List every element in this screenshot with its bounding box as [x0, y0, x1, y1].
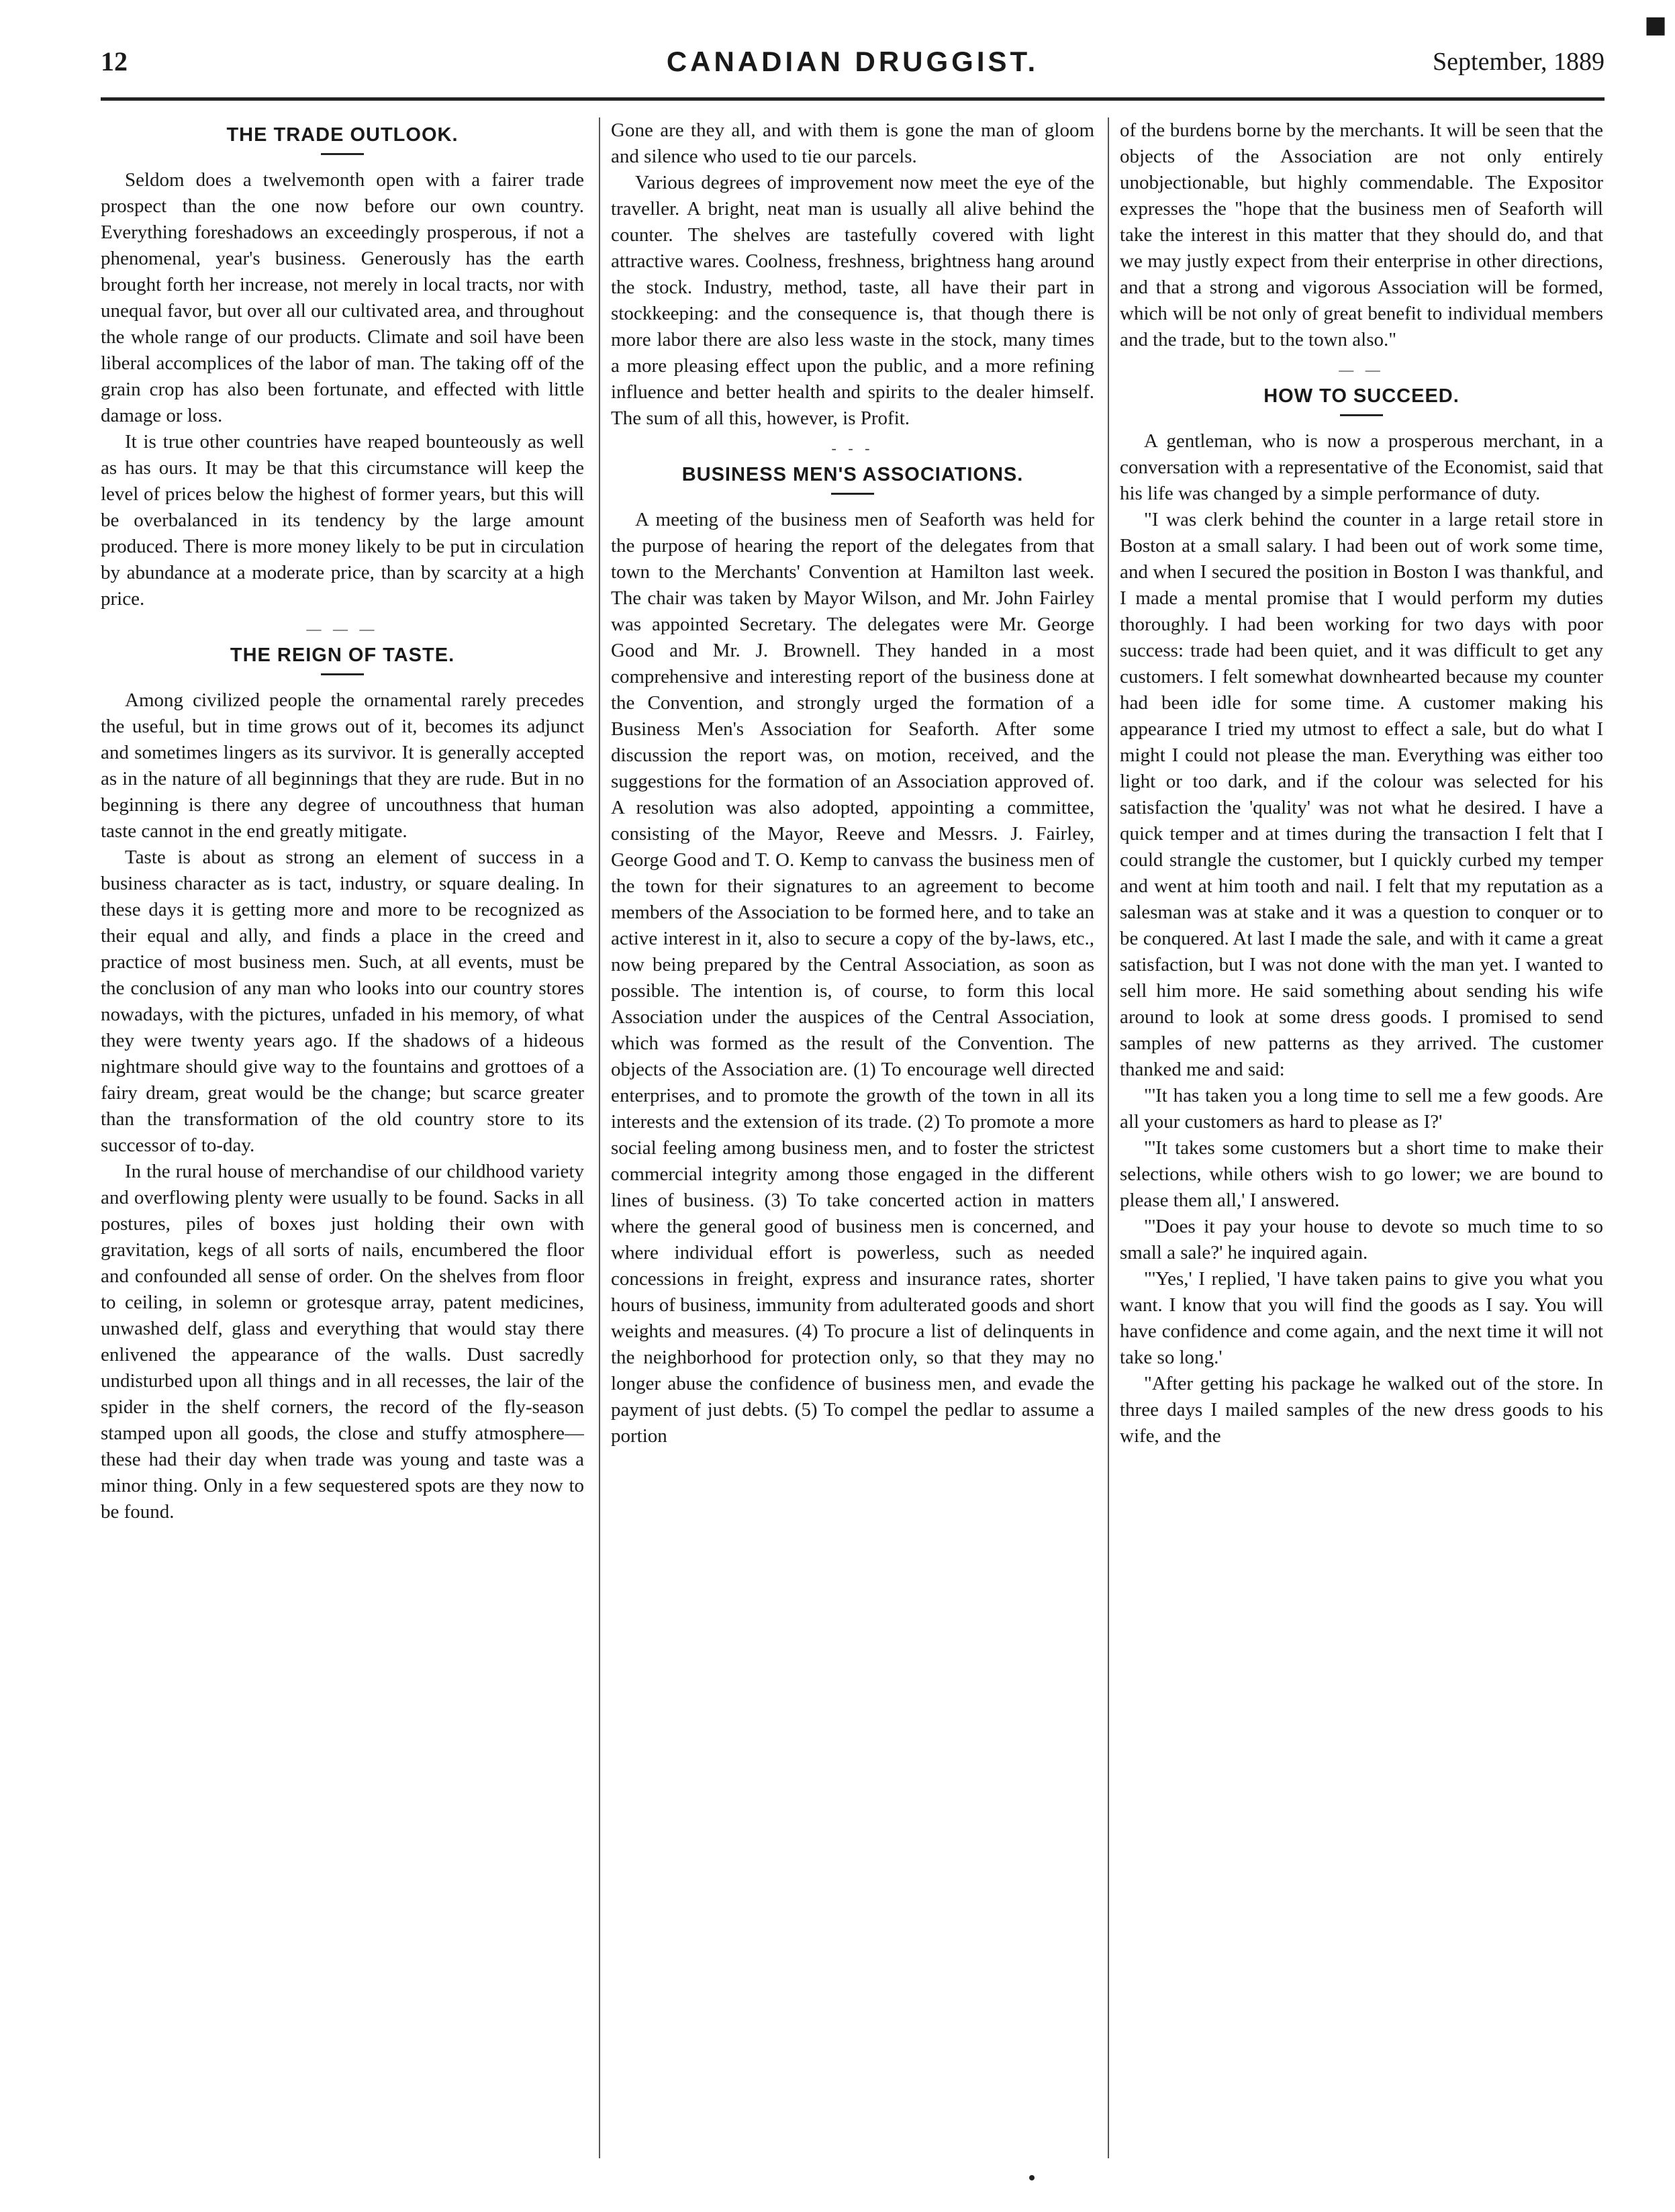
paragraph: Taste is about as strong an element of success in a business character as is tact, industry, or square dealing. In these days it is getting more and more to be recognized as their equal and ally, and finds a place in the creed and practice of most business men. Such, at all events, must be the conclusion of any man who looks into our country stores nowadays, with the pictures, unfaded in his memory, of what they were twenty years ago. If the shadows of a hideous nightmare should give way to the fountains and grottoes of a fairy dream, great would be the change; but scarce greater than the transformation of the old country store to its successor of to-day.: [101, 847, 584, 1156]
paragraph: Seldom does a twelvemonth open with a fairer trade prospect than the one now before our own country. Everything foreshadows an exceedingly prosperous, if not a phenomenal, year's business. Generously has the earth brought forth her increase, not merely in local tracts, nor with unequal favor, but over all our cultivated area, and throughout the whole range of our products. Climate and soil have been liberal accomplices of the labor of man. The taking off of the grain crop has also been fortunate, and effected with little damage or loss.: [101, 169, 584, 426]
paragraph: It is true other countries have reaped bounteously as well as has ours. It may be that this circumstance will keep the level of prices below the highest of former years, but this will be overbalanced in its tendency by the large amount produced. There is more money likely to be put in circulation by abundance at a moderate price, than by scarcity at a high price.: [101, 431, 584, 610]
paragraph: "After getting his package he walked out of the store. In three days I mailed samples of the new dress goods to his wife, and the: [1120, 1373, 1603, 1447]
paragraph: "'Yes,' I replied, 'I have taken pains to give you what you want. I know that you will find the goods as I say. You will have confidence and come again, and the next time it will not take so long.': [1120, 1268, 1603, 1368]
paragraph: Gone are they all, and with them is gone the man of gloom and silence who used to tie our parcels.: [611, 119, 1094, 167]
column-divider: [1108, 117, 1109, 2158]
column-2: [611, 117, 1094, 2172]
section-separator: — —: [1339, 361, 1384, 378]
page-number: 12: [101, 46, 128, 77]
corner-mark-icon: ■: [1644, 5, 1667, 46]
article-heading: HOW TO SUCCEED.: [1263, 385, 1459, 407]
heading-rule: [831, 493, 874, 495]
running-header: [101, 46, 1605, 86]
paragraph: A gentleman, who is now a prosperous merchant, in a conversation with a representative of the Economist, said that his life was changed by a simple performance of duty.: [1120, 430, 1603, 504]
article-heading: THE REIGN OF TASTE.: [230, 644, 455, 666]
heading-rule: [321, 153, 364, 155]
paragraph: Among civilized people the ornamental rarely precedes the useful, but in time grows out of it, becomes its adjunct and sometimes lingers as its survivor. It is generally accepted as in the nature of all beginnings that they are rude. But in no beginning is there any degree of uncouthness that human taste cannot in the end greatly mitigate.: [101, 689, 584, 842]
heading-rule: [1340, 414, 1383, 416]
column-divider: [599, 117, 600, 2158]
paragraph: "'It has taken you a long time to sell me a few goods. Are all your customers as hard to please as I?': [1120, 1085, 1603, 1133]
article-heading: THE TRADE OUTLOOK.: [226, 124, 459, 146]
issue-date: September, 1889: [1433, 48, 1605, 76]
paragraph: "I was clerk behind the counter in a large retail store in Boston at a small salary. I had been out of work some time, and when I secured the position in Boston I was thankful, and I made a mental promise that I would perform my duties thoroughly. I had been working for two days with poor success: trade had been quiet, and it was difficult to get any customers. I felt somewhat downhearted because my counter had been idle for some time. A customer making his appearance I tried my utmost to effect a sale, but do what I might I could not please the man. Everything was either too light or too dark, and if the colour was selected for his satisfaction the 'quality' was not what he desired. I have a quick temper and at times during the transaction I felt that I could strangle the customer, but I quickly curbed my temper and went at him tooth and nail. I felt that my reputation as a salesman was at stake and it was a question to conquer or to be conquered. At last I made the sale, and with it came a great satisfaction, but I was not done with the man yet. I wanted to sell him more. He said something about sending his wife around to look at some dress goods. I promised to send samples of new patterns as they arrived. The customer thanked me and said:: [1120, 509, 1603, 1080]
paragraph: "'It takes some customers but a short time to make their selections, while others wish to go lower; we are bound to please them all,' I answered.: [1120, 1137, 1603, 1211]
section-separator: — — —: [306, 620, 379, 637]
paragraph: of the burdens borne by the merchants. It will be seen that the objects of the Association are not only entirely unobjectionable, but highly commendable. The Expositor expresses the "hope that the business men of Seaforth will take the interest in this matter that they should do, and that we may justly expect from their enterprise in other directions, and that a strong and vigorous Association will be formed, which will be not only of great benefit to individual members and the trade, but to the town also.": [1120, 119, 1603, 350]
heading-rule: [321, 673, 364, 675]
footer-dot: [1029, 2175, 1035, 2180]
article-heading: BUSINESS MEN'S ASSOCIATIONS.: [681, 464, 1024, 485]
publication-title: CANADIAN DRUGGIST.: [666, 46, 1039, 77]
paragraph: In the rural house of merchandise of our childhood variety and overflowing plenty were usually to be found. Sacks in all postures, piles of boxes just holding their own with gravitation, kegs of all sorts of nails, encumbered the floor and confounded all sense of order. On the shelves from floor to ceiling, in solemn or grotesque array, patent medicines, unwashed delf, glass and everything that would stay there enlivened the appearance of the walls. Dust sacredly undisturbed upon all things and in all recesses, the lair of the spider in the shelf corners, the record of the fly-season stamped upon all goods, the close and stuffy atmosphere—these had their day when trade was young and taste was a minor thing. Only in a few sequestered spots are they now to be found.: [101, 1161, 584, 1523]
column-3: [1120, 117, 1603, 2172]
paragraph: "'Does it pay your house to devote so much time to so small a sale?' he inquired again.: [1120, 1216, 1603, 1263]
paragraph: A meeting of the business men of Seaforth was held for the purpose of hearing the report of the delegates from that town to the Merchants' Convention at Hamilton last week. The chair was taken by Mayor Wilson, and Mr. John Fairley was appointed Secretary. The delegates were Mr. George Good and Mr. J. Brownell. They handed in a most comprehensive and interesting report of the business done at the Convention, and strongly urged the formation of a Business Men's Association for Seaforth. After some discussion the report was, on motion, received, and the suggestions for the formation of an Association approved of. A resolution was also adopted, appointing a committee, consisting of the Mayor, Reeve and Messrs. J. Fairley, George Good and T. O. Kemp to canvass the business men of the town for their signatures to an agreement to become members of the Association to be formed here, and to take an active interest in it, also to secure a copy of the by-laws, etc., now being prepared by the Central Association, as soon as possible. The intention is, of course, to form this local Association under the auspices of the Central Association, which was formed as the result of the Convention. The objects of the Association are. (1) To encourage well directed enterprises, and to promote the growth of the town in all its interests and the extension of its trade. (2) To promote a more social feeling among business men, and to foster the strictest commercial integrity among those engaged in the different lines of business. (3) To take concerted action in matters where the general good of business men is concerned, and where individual effort is powerless, such as needed concessions in freight, express and insurance rates, shorter hours of business, immunity from adulterated goods and short weights and measures. (4) To procure a list of delinquents in the neighborhood for protection only, so that they may no longer abuse the confidence of business men, and evade the payment of just debts. (5) To compel the pedlar to assume a portion: [611, 509, 1094, 1447]
section-separator: - - -: [831, 440, 874, 456]
paragraph: Various degrees of improvement now meet the eye of the traveller. A bright, neat man is usually all alive behind the counter. The shelves are tastefully covered with light attractive wares. Coolness, freshness, brightness hang around the stock. Industry, method, taste, all have their part in stockkeeping: and the consequence is, that though there is more labor there are also less waste in the stock, many times a more pleasing effect upon the public, and a more refining influence and better health and spirits to the dealer himself. The sum of all this, however, is Profit.: [611, 172, 1094, 429]
column-1: [101, 117, 584, 2172]
header-rule: [101, 97, 1605, 101]
